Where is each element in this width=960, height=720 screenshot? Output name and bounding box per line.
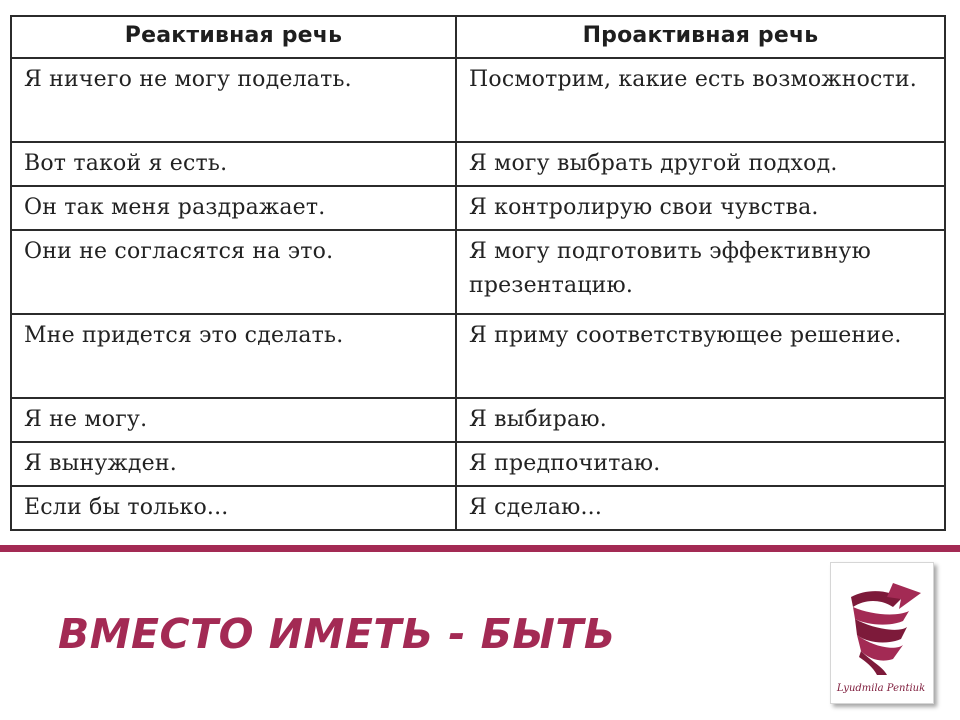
table-row: [12, 57, 944, 141]
table-row: [12, 185, 944, 229]
table-row: [12, 141, 944, 185]
table-row: [12, 229, 944, 313]
proactive-phrase: Я контролирую свои чувства.: [469, 195, 819, 220]
table-row: [12, 313, 944, 397]
comparison-table: [10, 15, 946, 531]
proactive-phrase: Посмотрим, какие есть возможности.: [469, 67, 917, 92]
accent-divider: [0, 545, 960, 552]
table-row: [12, 397, 944, 441]
reactive-phrase: Я ничего не могу поделать.: [12, 59, 457, 141]
table-header-row: [12, 17, 944, 57]
proactive-phrase: Я выбираю.: [469, 407, 607, 432]
table-row: [12, 485, 944, 529]
proactive-phrase: Я сделаю...: [469, 495, 603, 520]
header-reactive: Реактивная речь: [12, 17, 457, 57]
header-proactive: Проактивная речь: [582, 23, 819, 48]
slogan-heading: ВМЕСТО ИМЕТЬ - БЫТЬ: [58, 610, 616, 658]
proactive-phrase: Я могу подготовить эффективную презентацию.: [469, 239, 871, 298]
reactive-phrase: Он так меня раздражает.: [12, 187, 457, 229]
logo-signature: Lyudmila Pentiuk: [836, 683, 926, 694]
reactive-phrase: Вот такой я есть.: [12, 143, 457, 185]
reactive-phrase: Если бы только...: [12, 487, 457, 529]
table-row: [12, 441, 944, 485]
reactive-phrase: Мне придется это сделать.: [12, 315, 457, 397]
proactive-phrase: Я предпочитаю.: [469, 451, 661, 476]
reactive-phrase: Я вынужден.: [12, 443, 457, 485]
reactive-phrase: Я не могу.: [12, 399, 457, 441]
proactive-phrase: Я приму соответствующее решение.: [469, 323, 902, 348]
author-logo: [830, 562, 934, 704]
spiral-ribbon-arrow-icon: [831, 563, 933, 703]
reactive-phrase: Они не согласятся на это.: [12, 231, 457, 313]
proactive-phrase: Я могу выбрать другой подход.: [469, 151, 838, 176]
